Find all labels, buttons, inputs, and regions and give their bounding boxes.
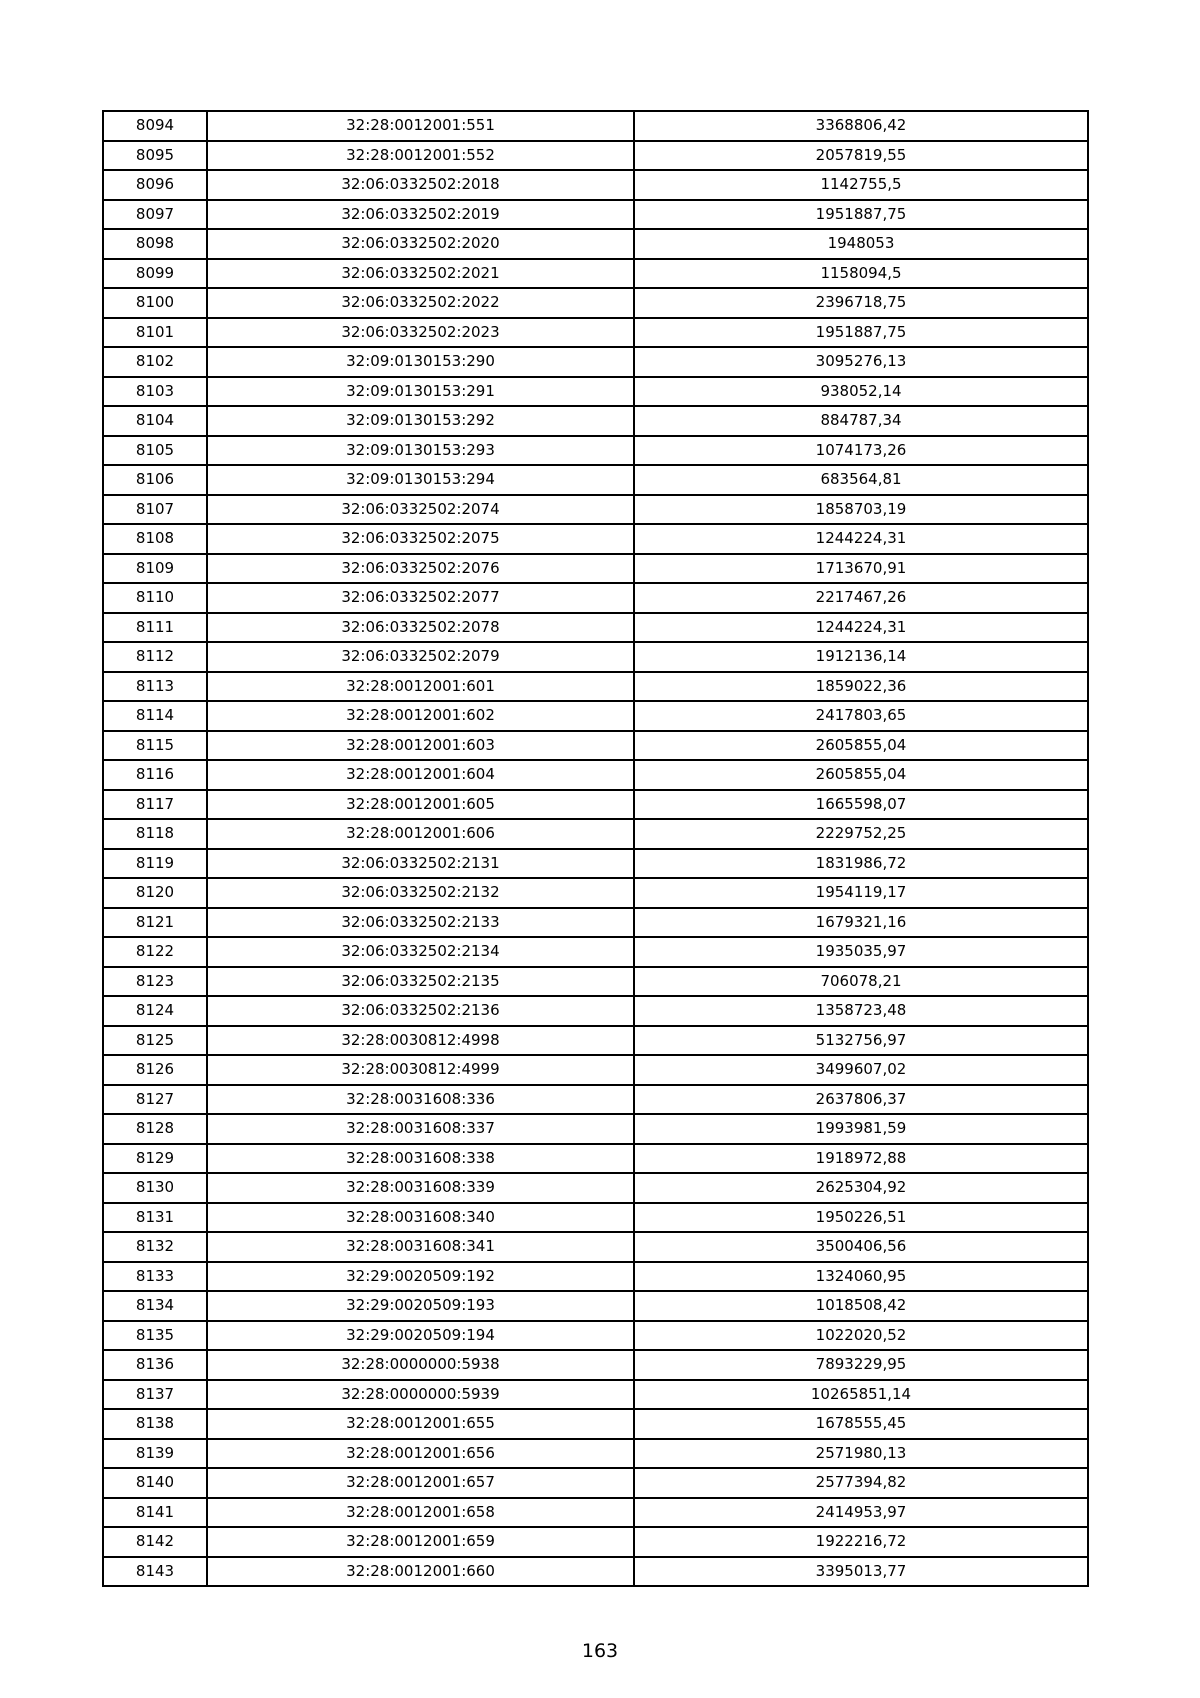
value-cell: 1018508,42 (634, 1291, 1088, 1321)
row-number-cell: 8104 (103, 406, 207, 436)
cadastral-number-cell: 32:06:0332502:2022 (207, 288, 634, 318)
row-number-cell: 8111 (103, 613, 207, 643)
table-row (103, 967, 1088, 997)
row-number-cell: 8125 (103, 1026, 207, 1056)
row-number-cell: 8109 (103, 554, 207, 584)
row-number-cell: 8135 (103, 1321, 207, 1351)
table-row (103, 996, 1088, 1026)
cadastral-number-cell: 32:09:0130153:294 (207, 465, 634, 495)
table-row (103, 908, 1088, 938)
row-number-cell: 8102 (103, 347, 207, 377)
cadastral-number-cell: 32:06:0332502:2075 (207, 524, 634, 554)
value-cell: 2396718,75 (634, 288, 1088, 318)
table-row (103, 141, 1088, 171)
value-cell: 1678555,45 (634, 1409, 1088, 1439)
row-number-cell: 8142 (103, 1527, 207, 1557)
value-cell: 938052,14 (634, 377, 1088, 407)
row-number-cell: 8103 (103, 377, 207, 407)
table-row (103, 554, 1088, 584)
table-row (103, 347, 1088, 377)
row-number-cell: 8108 (103, 524, 207, 554)
value-cell: 1922216,72 (634, 1527, 1088, 1557)
cadastral-number-cell: 32:06:0332502:2135 (207, 967, 634, 997)
table-row (103, 229, 1088, 259)
row-number-cell: 8115 (103, 731, 207, 761)
row-number-cell: 8139 (103, 1439, 207, 1469)
value-cell: 1918972,88 (634, 1144, 1088, 1174)
row-number-cell: 8113 (103, 672, 207, 702)
row-number-cell: 8110 (103, 583, 207, 613)
value-cell: 2217467,26 (634, 583, 1088, 613)
table-row (103, 1114, 1088, 1144)
table-row (103, 1439, 1088, 1469)
value-cell: 1713670,91 (634, 554, 1088, 584)
row-number-cell: 8137 (103, 1380, 207, 1410)
cadastral-number-cell: 32:06:0332502:2079 (207, 642, 634, 672)
value-cell: 3368806,42 (634, 111, 1088, 141)
row-number-cell: 8120 (103, 878, 207, 908)
value-cell: 2605855,04 (634, 731, 1088, 761)
table-row (103, 200, 1088, 230)
table-row (103, 377, 1088, 407)
cadastral-number-cell: 32:06:0332502:2131 (207, 849, 634, 879)
cadastral-number-cell: 32:28:0012001:551 (207, 111, 634, 141)
table-row (103, 613, 1088, 643)
table-row (103, 642, 1088, 672)
cadastral-number-cell: 32:28:0000000:5938 (207, 1350, 634, 1380)
row-number-cell: 8124 (103, 996, 207, 1026)
row-number-cell: 8107 (103, 495, 207, 525)
value-cell: 3500406,56 (634, 1232, 1088, 1262)
cadastral-number-cell: 32:06:0332502:2019 (207, 200, 634, 230)
page-number: 163 (581, 1640, 619, 1662)
value-cell: 7893229,95 (634, 1350, 1088, 1380)
value-cell: 1244224,31 (634, 613, 1088, 643)
table-row (103, 790, 1088, 820)
table-row (103, 878, 1088, 908)
value-cell: 1358723,48 (634, 996, 1088, 1026)
cadastral-number-cell: 32:06:0332502:2074 (207, 495, 634, 525)
row-number-cell: 8138 (103, 1409, 207, 1439)
row-number-cell: 8126 (103, 1055, 207, 1085)
table-row (103, 1055, 1088, 1085)
table-row (103, 1557, 1088, 1587)
value-cell: 1950226,51 (634, 1203, 1088, 1233)
value-cell: 3499607,02 (634, 1055, 1088, 1085)
value-cell: 1022020,52 (634, 1321, 1088, 1351)
value-cell: 1858703,19 (634, 495, 1088, 525)
value-cell: 2625304,92 (634, 1173, 1088, 1203)
cadastral-number-cell: 32:28:0031608:340 (207, 1203, 634, 1233)
cadastral-number-cell: 32:29:0020509:192 (207, 1262, 634, 1292)
value-cell: 884787,34 (634, 406, 1088, 436)
row-number-cell: 8122 (103, 937, 207, 967)
cadastral-number-cell: 32:06:0332502:2132 (207, 878, 634, 908)
cadastral-number-cell: 32:06:0332502:2018 (207, 170, 634, 200)
value-cell: 1665598,07 (634, 790, 1088, 820)
cadastral-number-cell: 32:28:0031608:337 (207, 1114, 634, 1144)
cadastral-number-cell: 32:28:0012001:657 (207, 1468, 634, 1498)
value-cell: 2571980,13 (634, 1439, 1088, 1469)
row-number-cell: 8100 (103, 288, 207, 318)
value-cell: 1831986,72 (634, 849, 1088, 879)
row-number-cell: 8096 (103, 170, 207, 200)
value-cell: 5132756,97 (634, 1026, 1088, 1056)
table-row (103, 495, 1088, 525)
row-number-cell: 8114 (103, 701, 207, 731)
value-cell: 1158094,5 (634, 259, 1088, 289)
table-body (103, 111, 1088, 1586)
cadastral-number-cell: 32:09:0130153:291 (207, 377, 634, 407)
cadastral-number-cell: 32:28:0012001:603 (207, 731, 634, 761)
row-number-cell: 8117 (103, 790, 207, 820)
cadastral-number-cell: 32:06:0332502:2023 (207, 318, 634, 348)
value-cell: 1324060,95 (634, 1262, 1088, 1292)
row-number-cell: 8112 (103, 642, 207, 672)
table-row (103, 1321, 1088, 1351)
table-row (103, 819, 1088, 849)
cadastral-number-cell: 32:28:0031608:336 (207, 1085, 634, 1115)
table-row (103, 1468, 1088, 1498)
row-number-cell: 8127 (103, 1085, 207, 1115)
row-number-cell: 8134 (103, 1291, 207, 1321)
cadastral-number-cell: 32:28:0012001:659 (207, 1527, 634, 1557)
cadastral-number-cell: 32:29:0020509:193 (207, 1291, 634, 1321)
table-row (103, 1026, 1088, 1056)
cadastral-number-cell: 32:06:0332502:2136 (207, 996, 634, 1026)
row-number-cell: 8143 (103, 1557, 207, 1587)
row-number-cell: 8130 (103, 1173, 207, 1203)
cadastral-number-cell: 32:28:0012001:601 (207, 672, 634, 702)
value-cell: 3095276,13 (634, 347, 1088, 377)
cadastral-number-cell: 32:28:0031608:338 (207, 1144, 634, 1174)
cadastral-number-cell: 32:28:0012001:660 (207, 1557, 634, 1587)
cadastral-number-cell: 32:28:0000000:5939 (207, 1380, 634, 1410)
table-row (103, 1527, 1088, 1557)
table-row (103, 1203, 1088, 1233)
value-cell: 2229752,25 (634, 819, 1088, 849)
value-cell: 1074173,26 (634, 436, 1088, 466)
table-row (103, 1144, 1088, 1174)
row-number-cell: 8131 (103, 1203, 207, 1233)
row-number-cell: 8116 (103, 760, 207, 790)
value-cell: 1935035,97 (634, 937, 1088, 967)
table-row (103, 465, 1088, 495)
row-number-cell: 8094 (103, 111, 207, 141)
row-number-cell: 8095 (103, 141, 207, 171)
cadastral-number-cell: 32:28:0012001:606 (207, 819, 634, 849)
row-number-cell: 8101 (103, 318, 207, 348)
table-row (103, 760, 1088, 790)
value-cell: 1679321,16 (634, 908, 1088, 938)
table-row (103, 1498, 1088, 1528)
cadastral-number-cell: 32:28:0031608:341 (207, 1232, 634, 1262)
cadastral-number-cell: 32:28:0012001:656 (207, 1439, 634, 1469)
value-cell: 1954119,17 (634, 878, 1088, 908)
value-cell: 706078,21 (634, 967, 1088, 997)
row-number-cell: 8098 (103, 229, 207, 259)
value-cell: 1142755,5 (634, 170, 1088, 200)
table-row (103, 524, 1088, 554)
value-cell: 10265851,14 (634, 1380, 1088, 1410)
table-row (103, 672, 1088, 702)
row-number-cell: 8106 (103, 465, 207, 495)
row-number-cell: 8105 (103, 436, 207, 466)
value-cell: 683564,81 (634, 465, 1088, 495)
cadastral-number-cell: 32:28:0012001:605 (207, 790, 634, 820)
cadastral-number-cell: 32:28:0031608:339 (207, 1173, 634, 1203)
value-cell: 2417803,65 (634, 701, 1088, 731)
table-row (103, 731, 1088, 761)
table-row (103, 318, 1088, 348)
value-cell: 1912136,14 (634, 642, 1088, 672)
table-row (103, 1291, 1088, 1321)
table-row (103, 1409, 1088, 1439)
value-cell: 1951887,75 (634, 318, 1088, 348)
table-row (103, 406, 1088, 436)
row-number-cell: 8140 (103, 1468, 207, 1498)
value-cell: 2637806,37 (634, 1085, 1088, 1115)
cadastral-value-table (102, 110, 1089, 1587)
table-row (103, 937, 1088, 967)
row-number-cell: 8119 (103, 849, 207, 879)
cadastral-number-cell: 32:09:0130153:290 (207, 347, 634, 377)
cadastral-number-cell: 32:28:0012001:552 (207, 141, 634, 171)
table-row (103, 701, 1088, 731)
value-cell: 2577394,82 (634, 1468, 1088, 1498)
table-row (103, 1232, 1088, 1262)
value-cell: 2605855,04 (634, 760, 1088, 790)
table-row (103, 1262, 1088, 1292)
row-number-cell: 8097 (103, 200, 207, 230)
value-cell: 2414953,97 (634, 1498, 1088, 1528)
cadastral-number-cell: 32:28:0030812:4998 (207, 1026, 634, 1056)
value-cell: 2057819,55 (634, 141, 1088, 171)
value-cell: 1244224,31 (634, 524, 1088, 554)
table-row (103, 436, 1088, 466)
table-row (103, 1380, 1088, 1410)
value-cell: 1951887,75 (634, 200, 1088, 230)
cadastral-number-cell: 32:06:0332502:2078 (207, 613, 634, 643)
cadastral-number-cell: 32:29:0020509:194 (207, 1321, 634, 1351)
table-row (103, 288, 1088, 318)
cadastral-number-cell: 32:09:0130153:292 (207, 406, 634, 436)
table-row (103, 1173, 1088, 1203)
row-number-cell: 8141 (103, 1498, 207, 1528)
cadastral-number-cell: 32:28:0012001:604 (207, 760, 634, 790)
cadastral-number-cell: 32:28:0030812:4999 (207, 1055, 634, 1085)
table-row (103, 1085, 1088, 1115)
value-cell: 1948053 (634, 229, 1088, 259)
row-number-cell: 8136 (103, 1350, 207, 1380)
table-row (103, 170, 1088, 200)
table-row (103, 259, 1088, 289)
row-number-cell: 8099 (103, 259, 207, 289)
cadastral-number-cell: 32:06:0332502:2134 (207, 937, 634, 967)
cadastral-number-cell: 32:28:0012001:602 (207, 701, 634, 731)
row-number-cell: 8118 (103, 819, 207, 849)
cadastral-number-cell: 32:28:0012001:658 (207, 1498, 634, 1528)
row-number-cell: 8123 (103, 967, 207, 997)
cadastral-number-cell: 32:06:0332502:2077 (207, 583, 634, 613)
row-number-cell: 8129 (103, 1144, 207, 1174)
cadastral-number-cell: 32:28:0012001:655 (207, 1409, 634, 1439)
table-row (103, 1350, 1088, 1380)
table-row (103, 849, 1088, 879)
value-cell: 3395013,77 (634, 1557, 1088, 1587)
cadastral-number-cell: 32:06:0332502:2076 (207, 554, 634, 584)
cadastral-number-cell: 32:09:0130153:293 (207, 436, 634, 466)
value-cell: 1993981,59 (634, 1114, 1088, 1144)
row-number-cell: 8133 (103, 1262, 207, 1292)
row-number-cell: 8121 (103, 908, 207, 938)
row-number-cell: 8132 (103, 1232, 207, 1262)
table-row (103, 583, 1088, 613)
value-cell: 1859022,36 (634, 672, 1088, 702)
row-number-cell: 8128 (103, 1114, 207, 1144)
cadastral-number-cell: 32:06:0332502:2133 (207, 908, 634, 938)
cadastral-number-cell: 32:06:0332502:2021 (207, 259, 634, 289)
cadastral-number-cell: 32:06:0332502:2020 (207, 229, 634, 259)
table-row (103, 111, 1088, 141)
